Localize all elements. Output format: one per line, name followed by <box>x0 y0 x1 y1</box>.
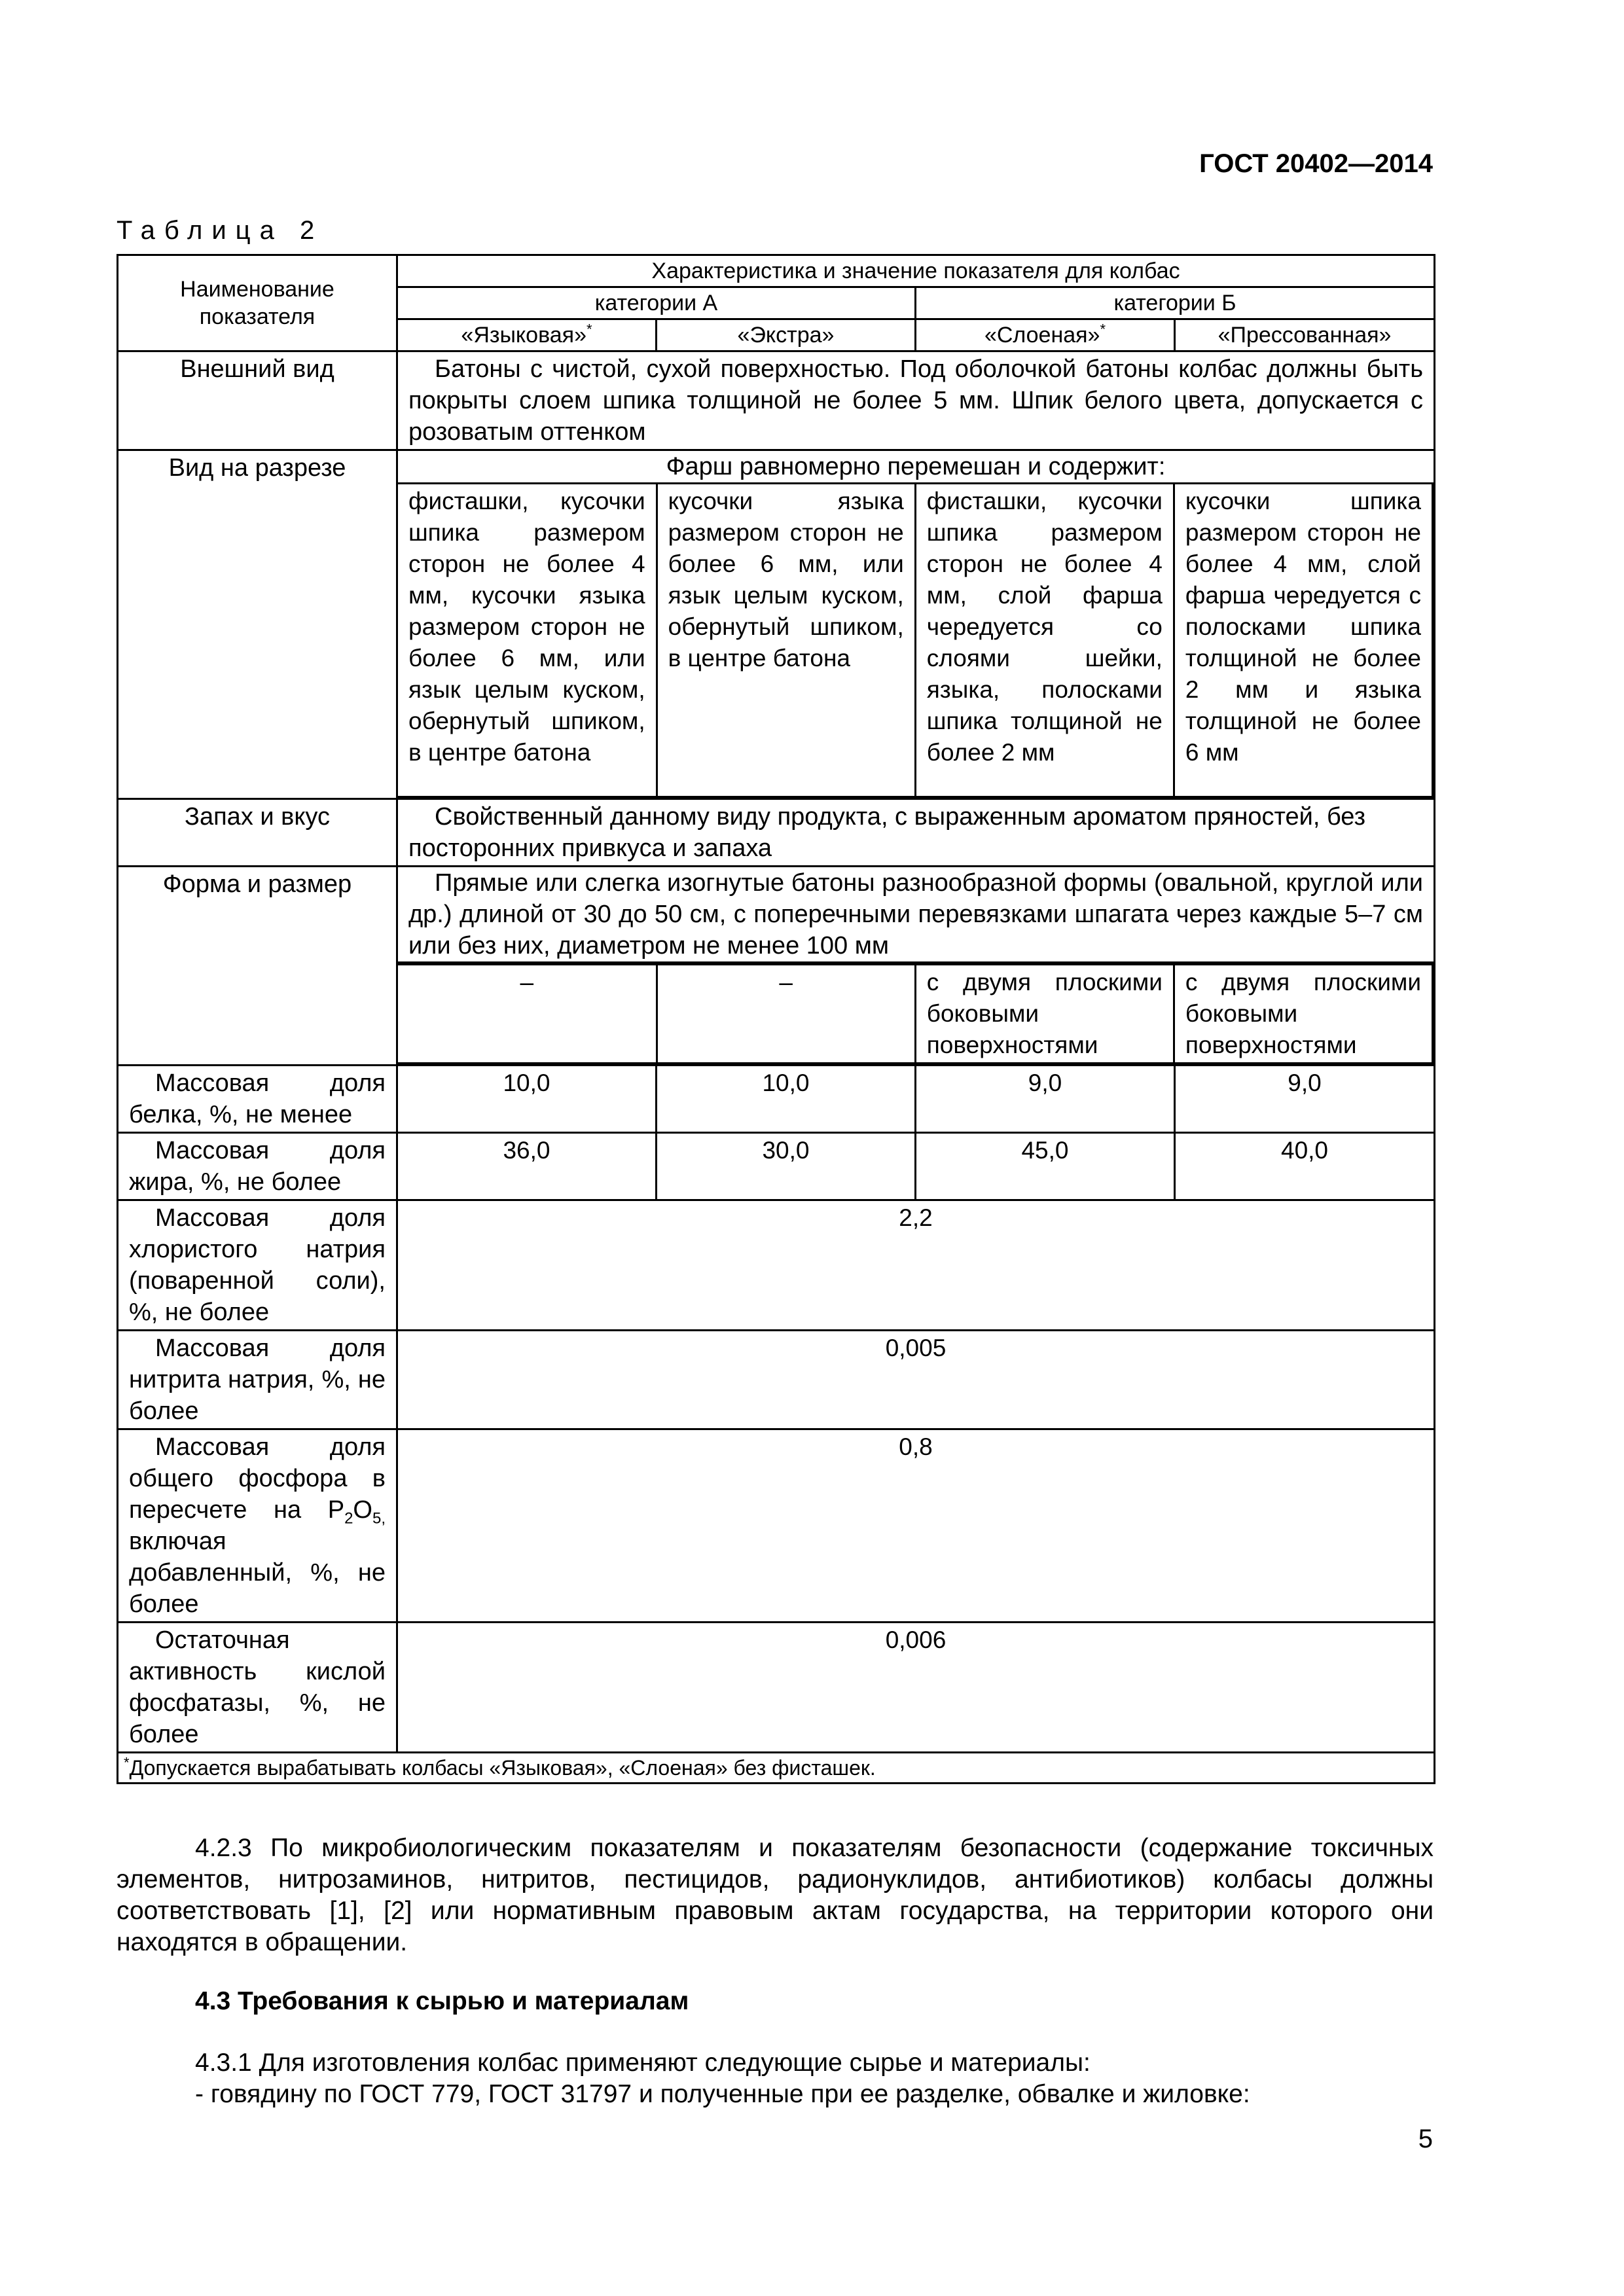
row-name-salt: Массовая доля хлористого натрия (поваренной соли), %, не более <box>118 1200 397 1331</box>
heading-4-3: 4.3 Требования к сырью и материалам <box>195 1987 689 2015</box>
paragraph-4-3-1: 4.3.1 Для изготовления колбас применяют следующие сырье и материалы: <box>195 2049 1091 2077</box>
cut-common: Фарш равномерно перемешан и содержит: <box>666 453 1166 480</box>
row-name-smell: Запах и вкус <box>118 799 397 867</box>
row-name-protein: Массовая доля белка, %, не менее <box>118 1066 397 1133</box>
fat-value-yazykovaya: 36,0 <box>397 1133 657 1200</box>
cut-value-pressovannaya: кусочки шпика размером сторон не более 4 мм, слой фарша чередуется с полосками шпика толщиной не более 2 мм и языка толщиной не более 6 мм <box>1174 484 1432 797</box>
cut-values <box>397 450 1435 799</box>
cut-value-ekstra: кусочки языка размером сторон не более 6 мм, или язык целым куском, обернутый шпиком, в центре батона <box>657 484 915 797</box>
salt-value: 2,2 <box>397 1200 1435 1331</box>
list-item-beef: - говядину по ГОСТ 779, ГОСТ 31797 и полученные при ее разделке, обвалке и жиловке: <box>195 2080 1250 2108</box>
product-header: «Экстра» <box>657 319 916 351</box>
footnote-text: Допускается вырабатывать колбасы «Языковая», «Слоеная» без фисташек. <box>129 1756 876 1780</box>
phosphatase-value: 0,006 <box>397 1623 1435 1753</box>
page-number: 5 <box>1418 2125 1433 2153</box>
shape-values <box>397 867 1435 1066</box>
product-name: «Языковая» <box>461 323 586 348</box>
shape-value-pressovannaya: с двумя плоскими боковыми поверхностями <box>1174 965 1432 1064</box>
protein-value-sloenaya: 9,0 <box>916 1066 1175 1133</box>
row-name-nitrite: Массовая доля нитрита натрия, %, не более <box>118 1331 397 1429</box>
smell-value: Свойственный данному виду продукта, с выраженным ароматом пряностей, без посторонних привкуса и запаха <box>397 799 1435 867</box>
protein-value-pressovannaya: 9,0 <box>1175 1066 1435 1133</box>
cut-value-yazykovaya: фисташки, кусочки шпика размером сторон не более 4 мм, кусочки языка размером сторон не более 6 мм, или язык целым куском, обернутый шпиком, в центре батона <box>398 484 657 797</box>
row-name-cut: Вид на разрезе <box>118 450 397 799</box>
col-name-header: Наименование показателя <box>118 255 397 351</box>
fat-value-pressovannaya: 40,0 <box>1175 1133 1435 1200</box>
product-name: «Слоеная» <box>984 323 1100 348</box>
phosphorus-value: 0,8 <box>397 1429 1435 1623</box>
row-name-shape: Форма и размер <box>118 867 397 1066</box>
category-a-header: категории А <box>397 287 916 319</box>
fat-value-sloenaya: 45,0 <box>916 1133 1175 1200</box>
col-group-header: Характеристика и значение показателя для колбас <box>397 255 1435 287</box>
category-b-header: категории Б <box>916 287 1435 319</box>
shape-value-sloenaya: с двумя плоскими боковыми поверхностями <box>915 965 1174 1064</box>
shape-common: Прямые или слегка изогнутые батоны разнообразной формы (овальной, круглой или др.) длиной от 30 до 50 см, с поперечными перевязками шпагата через каждые 5–7 см или без них, диаметром не менее 100 мм <box>398 867 1434 963</box>
table-caption: Таблица 2 <box>117 216 324 245</box>
row-name-phosphorus: Массовая доля общего фосфора в пересчете на $P_2O_{5,}$ включая добавленный, %, не более <box>118 1429 397 1623</box>
protein-value-ekstra: 10,0 <box>657 1066 916 1133</box>
fat-value-ekstra: 30,0 <box>657 1133 916 1200</box>
document-number: ГОСТ 20402—2014 <box>1199 149 1433 178</box>
shape-value-yazykovaya: – <box>398 965 657 1064</box>
requirements-table <box>117 254 1435 1784</box>
protein-value-yazykovaya: 10,0 <box>397 1066 657 1133</box>
row-name-fat: Массовая доля жира, %, не более <box>118 1133 397 1200</box>
shape-value-ekstra: – <box>657 965 915 1064</box>
row-name-appearance: Внешний вид <box>118 351 397 450</box>
paragraph-4-2-3: 4.2.3 По микробиологическим показателям и показателям безопасности (содержание токсичных элементов, нитрозаминов, нитритов, пестицидов, радионуклидов, антибиотиков) колбасы должны соответствовать [1], [2] или нормативным правовым актам государства, на территории которого они находятся в обращении. <box>117 1834 1434 1956</box>
row-name-phosphatase: Остаточная активность кислой фосфатазы, %, не более <box>118 1623 397 1753</box>
product-header: «Языковая»* <box>397 319 657 351</box>
appearance-value: Батоны с чистой, сухой поверхностью. Под оболочкой батоны колбас должны быть покрыты слоем шпика толщиной не более 5 мм. Шпик белого цвета, допускается с розоватым оттенком <box>397 351 1435 450</box>
product-header: «Слоеная»* <box>916 319 1175 351</box>
nitrite-value: 0,005 <box>397 1331 1435 1429</box>
cut-value-sloenaya: фисташки, кусочки шпика размером сторон не более 4 мм, слой фарша чередуется со слоями шейки, языка, полосками шпика толщиной не более 2 мм <box>915 484 1174 797</box>
table-footnote: *Допускается вырабатывать колбасы «Языковая», «Слоеная» без фисташек. <box>118 1753 1435 1784</box>
product-header: «Прессованная» <box>1175 319 1435 351</box>
